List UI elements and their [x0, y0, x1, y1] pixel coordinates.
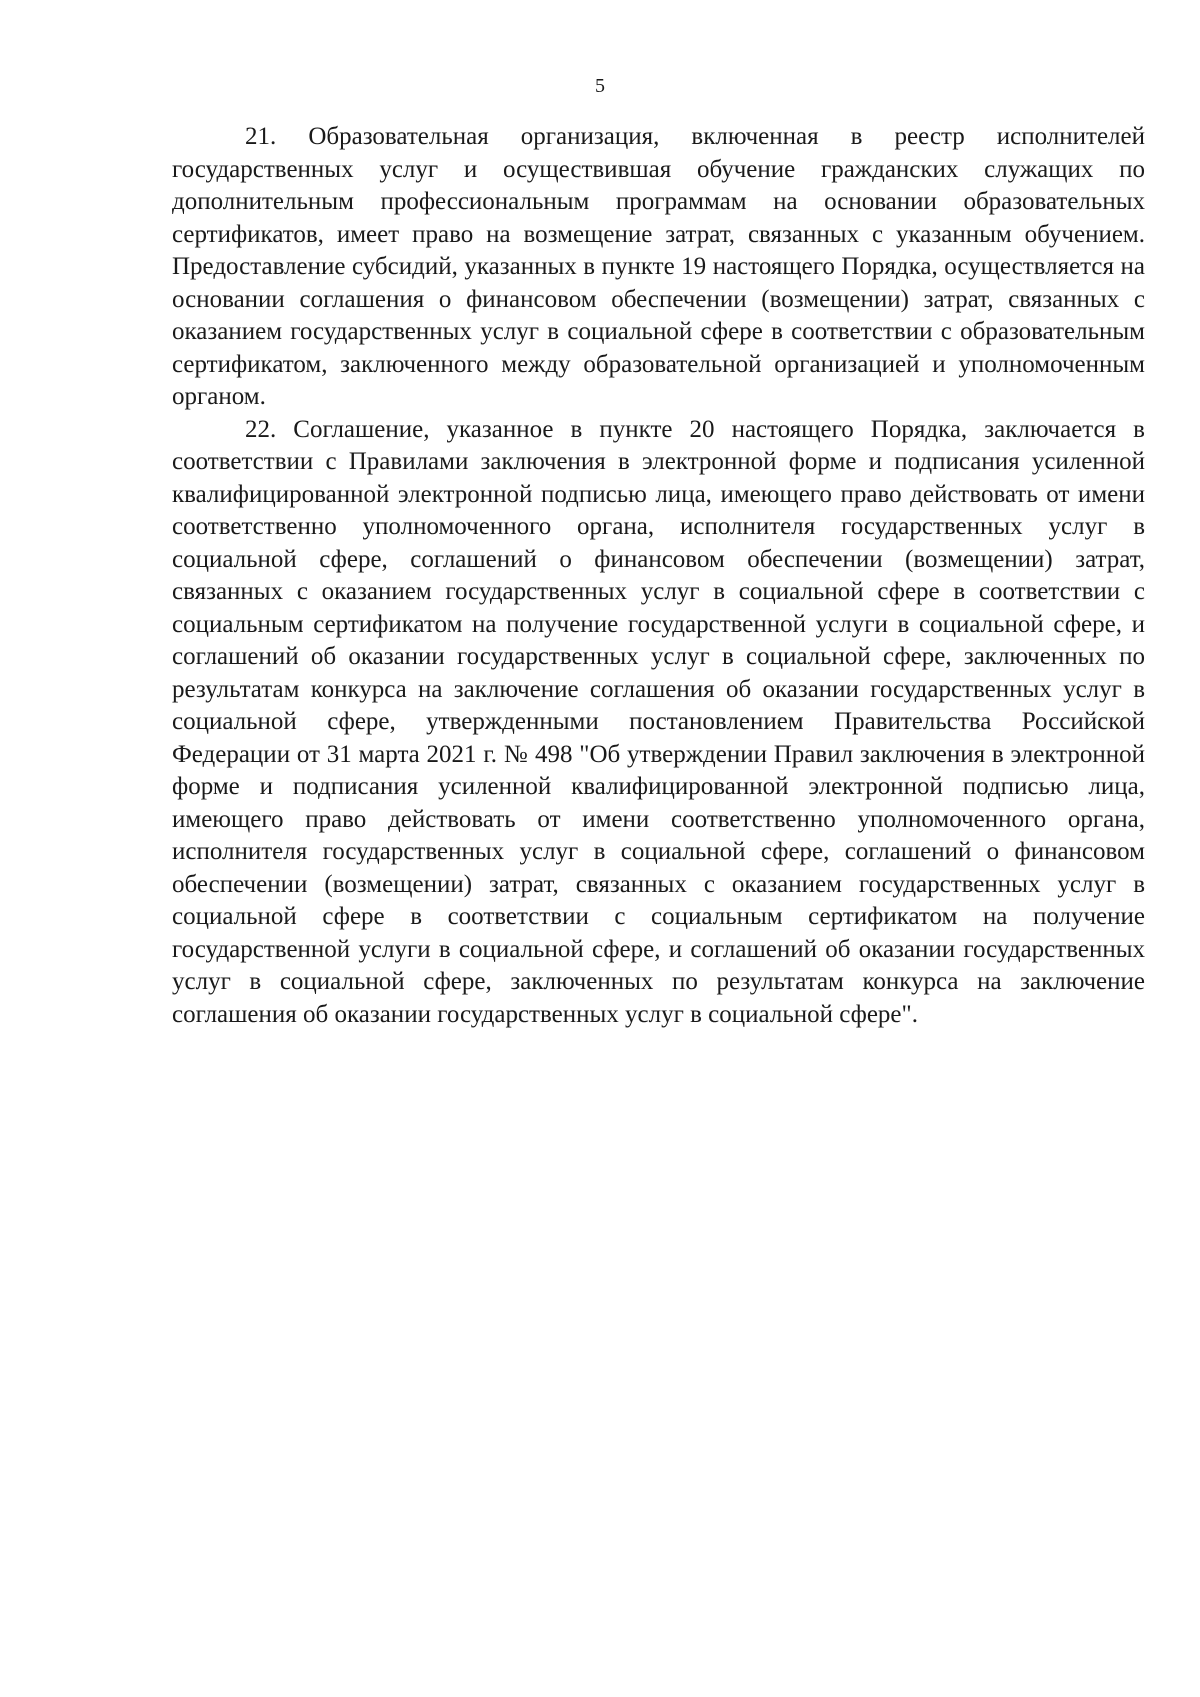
paragraph-22: 22. Соглашение, указанное в пункте 20 настоящего Порядка, заключается в соответствии с Правилами заключения в электронной форме и подписания усиленной квалифицированной электронной подписью лица, имеющего право действовать от имени соответственно уполномоченного органа, исполнителя государственных услуг в социальной сфере, соглашений о финансовом обеспечении (возмещении) затрат, связанных с оказанием государственных услуг в социальной сфере в соответствии с социальным сертификатом на получение государственной услуги в социальной сфере, и соглашений об оказании государственных услуг в социальной сфере, заключенных по результатам конкурса на заключение соглашения об оказании государственных услуг в социальной сфере, утвержденными постановлением Правительства Российской Федерации от 31 марта 2021 г. № 498 "Об утверждении Правил заключения в электронной форме и подписания усиленной квалифицированной электронной подписью лица, имеющего право действовать от имени соответственно уполномоченного органа, исполнителя государственных услуг в социальной сфере, соглашений о финансовом обеспечении (возмещении) затрат, связанных с оказанием государственных услуг в социальной сфере в соответствии с социальным сертификатом на получение государственной услуги в социальной сфере, и соглашений об оказании государственных услуг в социальной сфере, заключенных по результатам конкурса на заключение соглашения об оказании государственных услуг в социальной сфере".: [172, 415, 1145, 1028]
page-number: 5: [595, 75, 605, 97]
paragraph-21: 21. Образовательная организация, включенная в реестр исполнителей государственных услуг и осуществившая обучение гражданских служащих по дополнительным профессиональным программам на основании образовательных сертификатов, имеет право на возмещение затрат, связанных с указанным обучением. Предоставление субсидий, указанных в пункте 19 настоящего Порядка, осуществляется на основании соглашения о финансовом обеспечении (возмещении) затрат, связанных с оказанием государственных услуг в социальной сфере в соответствии с образовательным сертификатом, заключенного между образовательной организацией и уполномоченным органом.: [172, 123, 1145, 410]
document-body: [172, 121, 1145, 1031]
